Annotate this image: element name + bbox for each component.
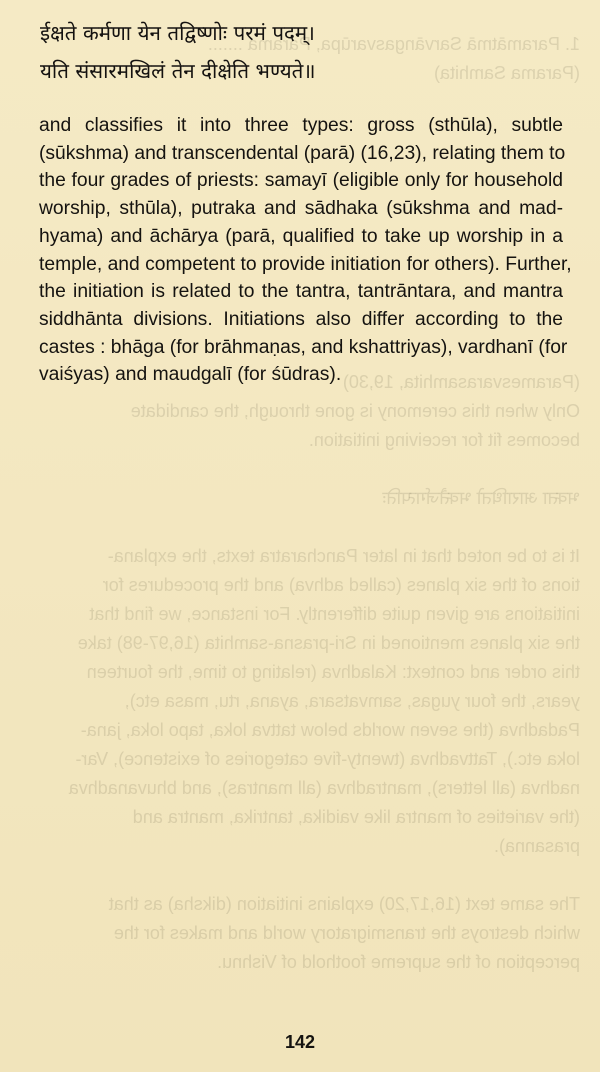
- paragraph-line: and classifies it into three types: gross (sthūla), subtle: [39, 115, 563, 136]
- verse-line-1: ईक्षते कर्मणा येन तद्विष्णोः परमं पदम्।: [40, 21, 315, 45]
- paragraph-line: the four grades of priests: samayī (eligible only for household: [39, 170, 563, 192]
- paragraph-line: the initiation is related to the tantra, tantrāntara, and mantra: [39, 281, 563, 303]
- page-number: 142: [284, 1032, 316, 1052]
- paragraph-line: (sūkshma) and transcendental (parā) (16,23), relating them to: [39, 142, 566, 164]
- show-through-top: 1. Paramātmā Sarvāngasvarūpa, Parama ....... (Parama Samhita): [207, 34, 580, 83]
- paragraph-line: vaiśyas) and maudgalī (for śūdras).: [39, 364, 342, 386]
- paragraph-line: hyama) and āchārya (parā, qualified to take up worship in a: [39, 225, 563, 247]
- paragraph-line: siddhānta divisions. Initiations also differ according to the: [39, 308, 563, 330]
- paragraph-line: temple, and competent to provide initiation for others). Further,: [39, 253, 572, 275]
- verse-line-2: यति संसारमखिलं तेन दीक्षेति भण्यते॥: [40, 59, 316, 83]
- sanskrit-verse: [40, 14, 560, 90]
- show-through-body: (Paramesvarasamhita, 19,30) Only when this ceremony is gone through, the candidate becomes fit for receiving initiation. भक्ता आराधितो भक्तैर्जगत्पतिः It is to be noted that in later Pancharatra texts, the explana- tions of the six planes (called adhva) and the procedures for initiations are given quite differently. For instance, we find that the six planes mentioned in Sri-prasna-samhita (16,97-98) take this order and context: Kaladhva (relating to time, the fourteen years, the four yugas, samvatsara, ayana, rtu, masa etc), Padadhva (the seven worlds below tattva loka, tapo loka, jana- loka etc.), Tattvadhva (twenty-five categories of existence), Var- nadhva (all letters), mantradhva (all mantras), and bhuvanadhva (the varieties of mantra like vaidika, tantrika, mantra and prasanna). The same text (16,17,20) explains initiation (diksha) as that which destroys the transmigratory world and makes for the perception of the supreme foothold of Vishnu.: [68, 372, 580, 972]
- body-paragraph: [39, 112, 572, 389]
- paragraph-line: castes : bhāga (for brāhmaṇas, and kshattriyas), vardhanī (for: [39, 336, 568, 358]
- paragraph-line: worship, sthūla), putraka and sādhaka (sūkshma and mad-: [39, 198, 563, 220]
